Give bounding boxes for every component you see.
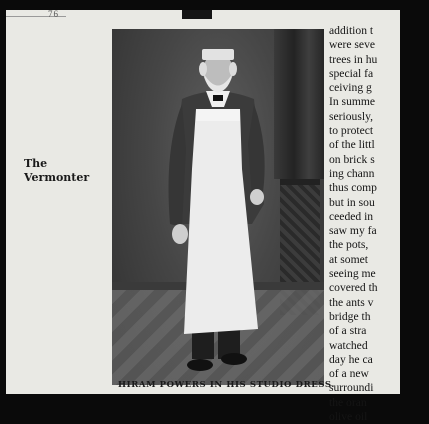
text-line: trees in hu [329, 52, 378, 66]
text-line: In summe [329, 95, 376, 109]
text-line: seeing me [329, 267, 376, 281]
binding-tab [182, 10, 212, 19]
body-text-column [329, 24, 429, 424]
text-line: the ants v [329, 295, 374, 309]
text-line: were seve [329, 38, 376, 52]
masthead-line-1: The [24, 157, 48, 170]
photo-caption: HIRAM POWERS IN HIS STUDIO DRESS. [118, 380, 335, 390]
text-line: but in sou [329, 195, 375, 209]
text-line: ceiving g [329, 81, 372, 95]
text-line: of a new [329, 367, 369, 381]
text-line: thus comp [329, 181, 377, 195]
text-line: olive oil [329, 410, 368, 424]
masthead [24, 157, 104, 185]
text-line: of the littl [329, 138, 375, 152]
text-line: at somet [329, 252, 368, 266]
text-line: covered th [329, 281, 378, 295]
text-line: ing chann [329, 166, 375, 180]
text-line: special fa [329, 66, 374, 80]
text-line: addition t [329, 24, 374, 37]
text-line: ceeded in [329, 209, 374, 223]
page-number: 76 [48, 9, 59, 19]
text-line: to protect [329, 124, 374, 138]
text-line: on brick s [329, 152, 375, 166]
text-line: day he ca [329, 352, 373, 366]
text-line: surroundi [329, 381, 374, 395]
man-in-apron-figure [112, 29, 324, 385]
text-line: saw my fa [329, 224, 377, 238]
portrait-photo [112, 29, 324, 385]
magazine-page [6, 9, 400, 424]
text-line: bridge th [329, 309, 371, 323]
text-line: the oran [329, 395, 367, 409]
masthead-line-2: Vermonter [24, 171, 90, 184]
text-line: of a stra [329, 324, 367, 338]
text-line: seriously, [329, 109, 374, 123]
text-line: the pots, [329, 238, 369, 252]
text-line: watched [329, 338, 368, 352]
